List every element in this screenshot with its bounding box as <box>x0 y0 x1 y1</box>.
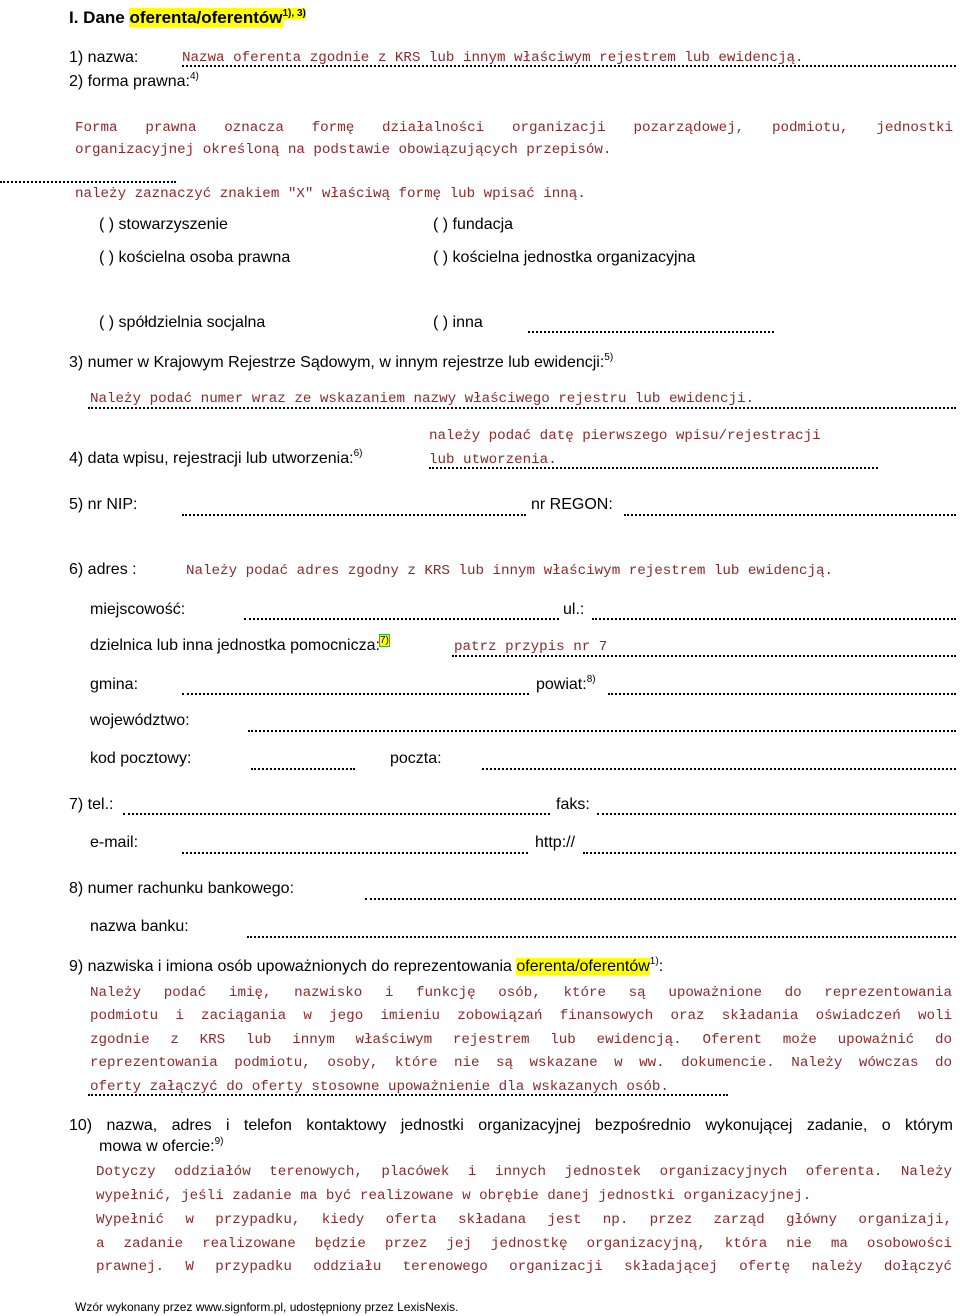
krs-dotted-line <box>88 407 956 409</box>
post-office-label: poczta: <box>390 750 442 767</box>
legal-form-hint-1: Forma prawna oznacza formę działalności organizacji pozarządowej, podmiotu, jednostki <box>75 120 953 136</box>
regon-label: nr REGON: <box>531 496 613 513</box>
krs-label: 3) numer w Krajowym Rejestrze Sądowym, w innym rejestrze lub ewidencji:$^{5)}$ <box>69 352 614 371</box>
district-field[interactable]: patrz przypis nr 7 <box>454 639 608 655</box>
unit-label-1: 10) nazwa, adres i telefon kontaktowy jednostki organizacyjnej bezpośrednio wykonującej zadanie, o którym <box>69 1117 953 1134</box>
legal-form-dotted-line <box>0 181 176 183</box>
title-footnote-ref: 1), 3) <box>282 8 306 19</box>
unit-hint-5: prawnej. W przypadku oddziału terenowego organizacji składającej ofertę należy dołączyć <box>96 1259 952 1275</box>
option-stowarzyszenie[interactable]: ( ) stowarzyszenie <box>99 216 228 233</box>
option-koscielna-osoba-prawna[interactable]: ( ) kościelna osoba prawna <box>99 249 291 266</box>
email-label: e-mail: <box>90 834 139 851</box>
representatives-hint-2: podmiotu i zaciągania w jego imieniu zobowiązań finansowych oraz składania oświadczeń woli <box>90 1008 952 1024</box>
unit-hint-3: Wypełnić w przypadku, kiedy oferta składana jest np. przez zarząd główny organizaji, <box>96 1212 952 1228</box>
address-label: 6) adres : <box>69 561 137 578</box>
city-field[interactable] <box>244 618 559 620</box>
name-field[interactable]: Nazwa oferenta zgodnie z KRS lub innym właściwym rejestrem lub ewidencją. <box>182 50 804 66</box>
district-dotted-line <box>452 655 956 657</box>
representatives-label: 9) nazwiska i imiona osób upoważnionych do reprezentowania oferenta/oferentów$^{1)}$: <box>69 956 664 975</box>
section-title: I. Dane oferenta/oferentów$^{1), 3)}$ <box>69 8 306 27</box>
county-label: powiat:$^{8)}$ <box>536 674 596 693</box>
phone-label: 7) tel.: <box>69 796 114 813</box>
website-label: http:// <box>535 834 576 851</box>
county-field[interactable] <box>608 693 956 695</box>
bank-name-field[interactable] <box>247 936 956 938</box>
commune-field[interactable] <box>182 693 529 695</box>
bank-account-label: 8) numer rachunku bankowego: <box>69 880 295 897</box>
district-label: dzielnica lub inna jednostka pomocnicza:$^{7)}$ <box>90 635 389 654</box>
commune-label: gmina: <box>90 676 139 693</box>
representatives-hint-4: reprezentowania podmiotu, osoby, które nie są wskazane w ww. dokumencie. Należy wówczas do <box>90 1055 952 1071</box>
email-field[interactable] <box>182 852 528 854</box>
address-hint: Należy podać adres zgodny z KRS lub innym właściwym rejestrem lub ewidencją. <box>186 563 834 579</box>
website-field[interactable] <box>583 852 956 854</box>
krs-field[interactable]: Należy podać numer wraz ze wskazaniem nazwy właściwego rejestru lub ewidencji. <box>90 391 755 407</box>
date-field[interactable]: lub utworzenia. <box>429 452 557 468</box>
postcode-field[interactable] <box>251 768 355 770</box>
fax-field[interactable] <box>597 813 956 815</box>
nip-label: 5) nr NIP: <box>69 496 138 513</box>
bank-account-field[interactable] <box>365 898 956 900</box>
representatives-hint-3: zgodnie z KRS lub innym właściwym rejestrem lub ewidencją. Oferent może upoważnić do <box>90 1032 952 1048</box>
option-spoldzielnia-socjalna[interactable]: ( ) spółdzielnia socjalna <box>99 314 266 331</box>
name-label: 1) nazwa: <box>69 49 139 66</box>
option-fundacja[interactable]: ( ) fundacja <box>433 216 514 233</box>
option-inna[interactable]: ( ) inna <box>433 314 483 331</box>
voivodeship-field[interactable] <box>248 730 956 732</box>
legal-form-label: 2) forma prawna:$^{4)}$ <box>69 71 199 90</box>
legal-form-hint-2: organizacyjnej określoną na podstawie obowiązujących przepisów. <box>75 142 612 158</box>
street-field[interactable] <box>592 618 956 620</box>
regon-field[interactable] <box>624 514 956 516</box>
date-dotted-line <box>429 467 878 469</box>
bank-name-label: nazwa banku: <box>90 918 189 935</box>
representatives-hint-5: oferty załączyć do oferty stosowne upoważnienie dla wskazanych osób. <box>90 1079 669 1095</box>
voivodeship-label: województwo: <box>90 712 190 729</box>
title-highlight: oferenta/oferentów <box>129 8 283 27</box>
unit-hint-2: wypełnić, jeśli zadanie ma być realizowane w obrębie danej jednostki organizacyjnej. <box>96 1188 812 1204</box>
representatives-hint-1: Należy podać imię, nazwisko i funkcję osób, które są upoważnione do reprezentowania <box>90 985 952 1001</box>
unit-hint-1: Dotyczy oddziałów terenowych, placówek i innych jednostek organizacyjnych oferenta. Należy <box>96 1164 952 1180</box>
legal-form-hint-3: należy zaznaczyć znakiem "X" właściwą formę lub wpisać inną. <box>75 186 586 202</box>
option-inna-field[interactable] <box>528 331 774 333</box>
option-koscielna-jednostka[interactable]: ( ) kościelna jednostka organizacyjna <box>433 249 696 266</box>
name-dotted-line <box>182 65 956 67</box>
phone-field[interactable] <box>123 813 550 815</box>
nip-field[interactable] <box>182 514 526 516</box>
fax-label: faks: <box>556 796 590 813</box>
city-label: miejscowość: <box>90 601 186 618</box>
post-office-field[interactable] <box>482 768 956 770</box>
street-label: ul.: <box>563 601 585 618</box>
unit-label-2: mowa w ofercie:$^{9)}$ <box>99 1136 224 1155</box>
postcode-label: kod pocztowy: <box>90 750 192 767</box>
date-label: 4) data wpisu, rejestracji lub utworzenia:$^{6)}$ <box>69 448 363 467</box>
unit-hint-4: a zadanie realizowane będzie przez jej jednostkę organizacyjną, która nie ma osobowości <box>96 1236 952 1252</box>
date-hint-1: należy podać datę pierwszego wpisu/rejestracji <box>429 428 821 444</box>
footer-credit: Wzór wykonany przez www.signform.pl, udostępniony przez LexisNexis. <box>75 1300 459 1314</box>
representatives-dotted-line <box>88 1094 728 1096</box>
